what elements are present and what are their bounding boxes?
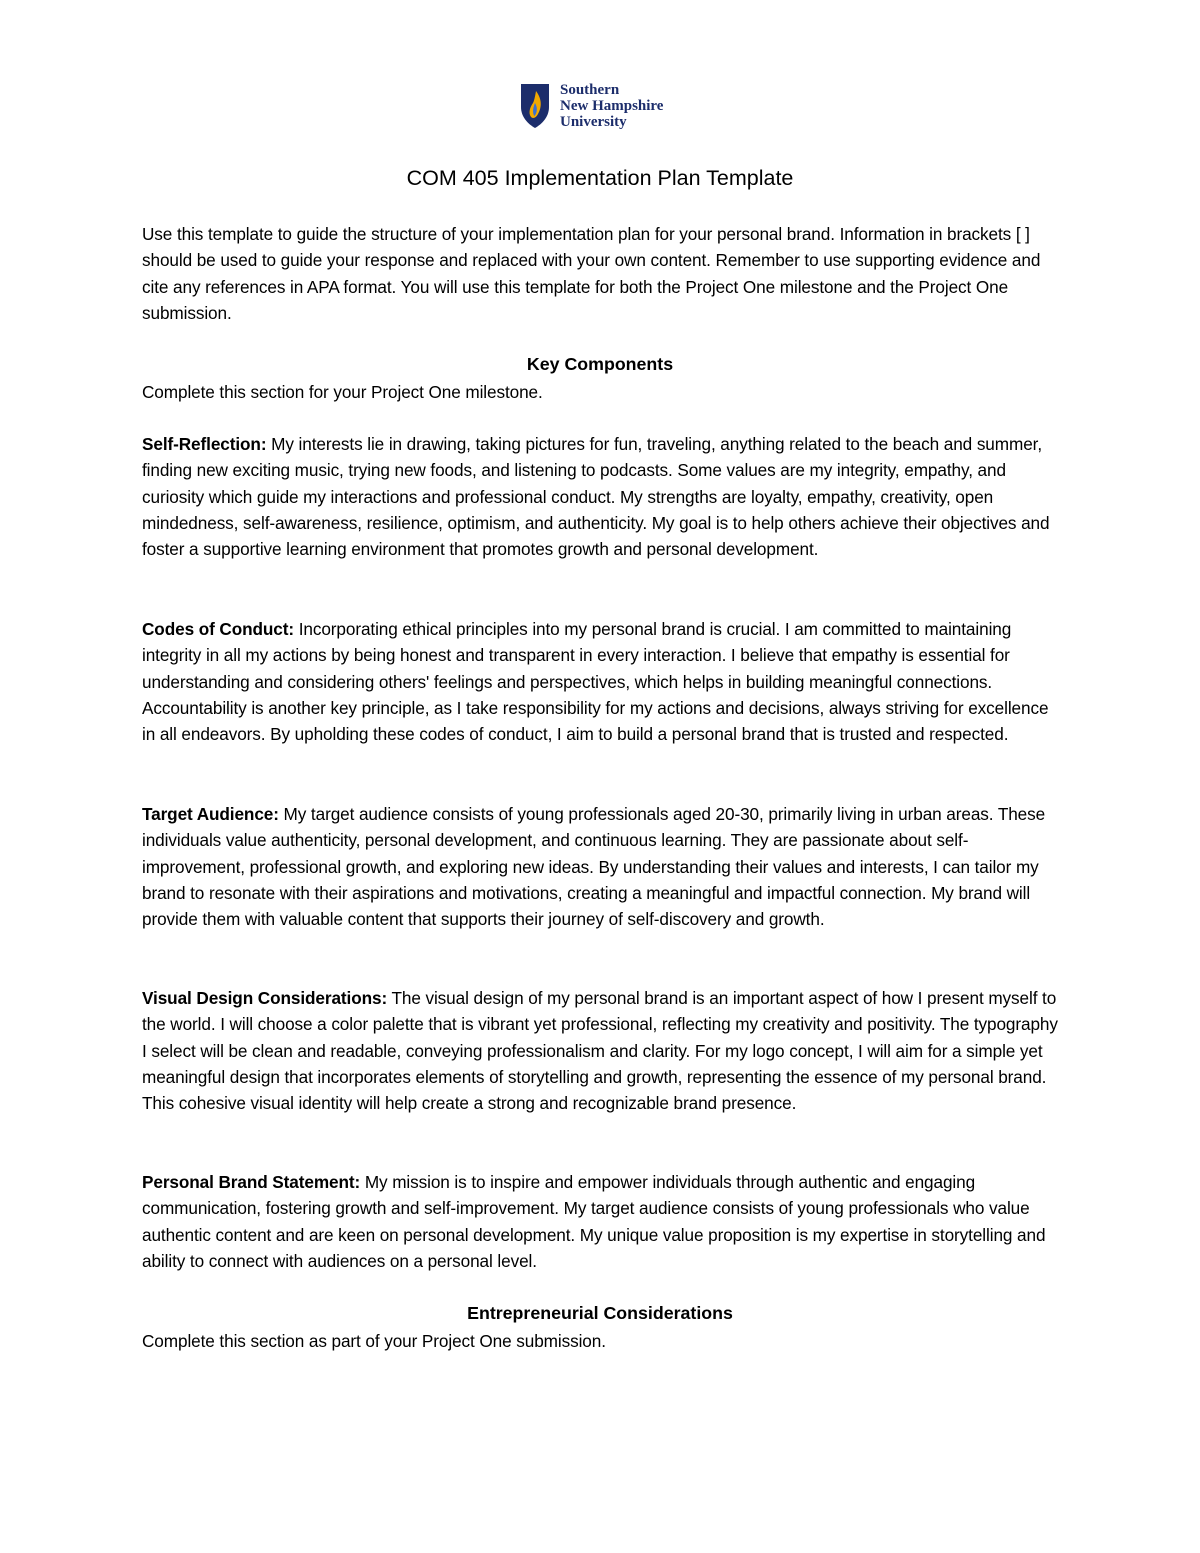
section-text: The visual design of my personal brand is an important aspect of how I present myself to the world. I will choose a color palette that is vibrant yet professional, reflecting my creativity and positivity. The typography I select will be clean and readable, conveying professionalism and clarity. For my logo concept, I will aim for a simple yet meaningful design that incorporates elements of storytelling and growth, representing the essence of my personal brand. This cohesive visual identity will help create a strong and recognizable brand presence. <box>142 988 1058 1114</box>
section-text: My mission is to inspire and empower individuals through authentic and engaging communication, fostering growth and self-improvement. My target audience consists of young professionals who value authentic content and are keen on personal development. My unique value proposition is my expertise in storytelling and ability to connect with audiences on a personal level. <box>142 1172 1046 1271</box>
shield-flame-icon <box>520 83 550 129</box>
section-label: Visual Design Considerations: <box>142 988 388 1008</box>
university-logo <box>520 82 663 130</box>
section-text: My interests lie in drawing, taking pictures for fun, traveling, anything related to the beach and summer, finding new exciting music, trying new foods, and listening to podcasts. Some values are my integrity, empathy, and curiosity which guide my interactions and professional conduct. My strengths are loyalty, empathy, creativity, open mindedness, self-awareness, resilience, optimism, and authenticity. My goal is to help others achieve their objectives and foster a supportive learning environment that promotes growth and personal development. <box>142 434 1050 560</box>
section-visual-design <box>142 985 1062 1116</box>
key-components-instruction: Complete this section for your Project One milestone. <box>142 382 543 402</box>
logo-line-1: Southern <box>560 82 620 98</box>
logo-line-3: University <box>560 114 627 130</box>
section-personal-brand-statement <box>142 1169 1062 1274</box>
entrepreneurial-heading: Entrepreneurial Considerations <box>467 1303 733 1323</box>
university-wordmark <box>560 82 663 130</box>
section-self-reflection <box>142 431 1062 562</box>
section-codes-of-conduct <box>142 616 1062 747</box>
section-label: Target Audience: <box>142 804 279 824</box>
section-text: My target audience consists of young professionals aged 20-30, primarily living in urban areas. These individuals value authenticity, personal development, and continuous learning. They are passionate about self-improvement, professional growth, and exploring new ideas. By understanding their values and interests, I can tailor my brand to resonate with their aspirations and motivations, creating a meaningful and impactful connection. My brand will provide them with valuable content that supports their journey of self-discovery and growth. <box>142 804 1046 930</box>
section-label: Self-Reflection: <box>142 434 267 454</box>
intro-paragraph: Use this template to guide the structure of your implementation plan for your personal brand. Information in brackets [ ] should be used to guide your response and replaced with your own content. Remember to use supporting evidence and cite any references in APA format. You will use this template for both the Project One milestone and the Project One submission. <box>142 224 1041 323</box>
section-label: Codes of Conduct: <box>142 619 295 639</box>
key-components-heading: Key Components <box>526 354 674 374</box>
document-title: COM 405 Implementation Plan Template <box>406 166 794 190</box>
section-text: Incorporating ethical principles into my personal brand is crucial. I am committed to maintaining integrity in all my actions by being honest and transparent in every interaction. I believe that empathy is essential for understanding and considering others' feelings and perspectives, which helps in building meaningful connections. Accountability is another key principle, as I take responsibility for my actions and decisions, always striving for excellence in all endeavors. By upholding these codes of conduct, I aim to build a personal brand that is trusted and respected. <box>142 619 1049 745</box>
section-label: Personal Brand Statement: <box>142 1172 361 1192</box>
entrepreneurial-instruction: Complete this section as part of your Project One submission. <box>142 1331 606 1351</box>
section-target-audience <box>142 801 1062 932</box>
logo-line-2: New Hampshire <box>560 98 664 114</box>
